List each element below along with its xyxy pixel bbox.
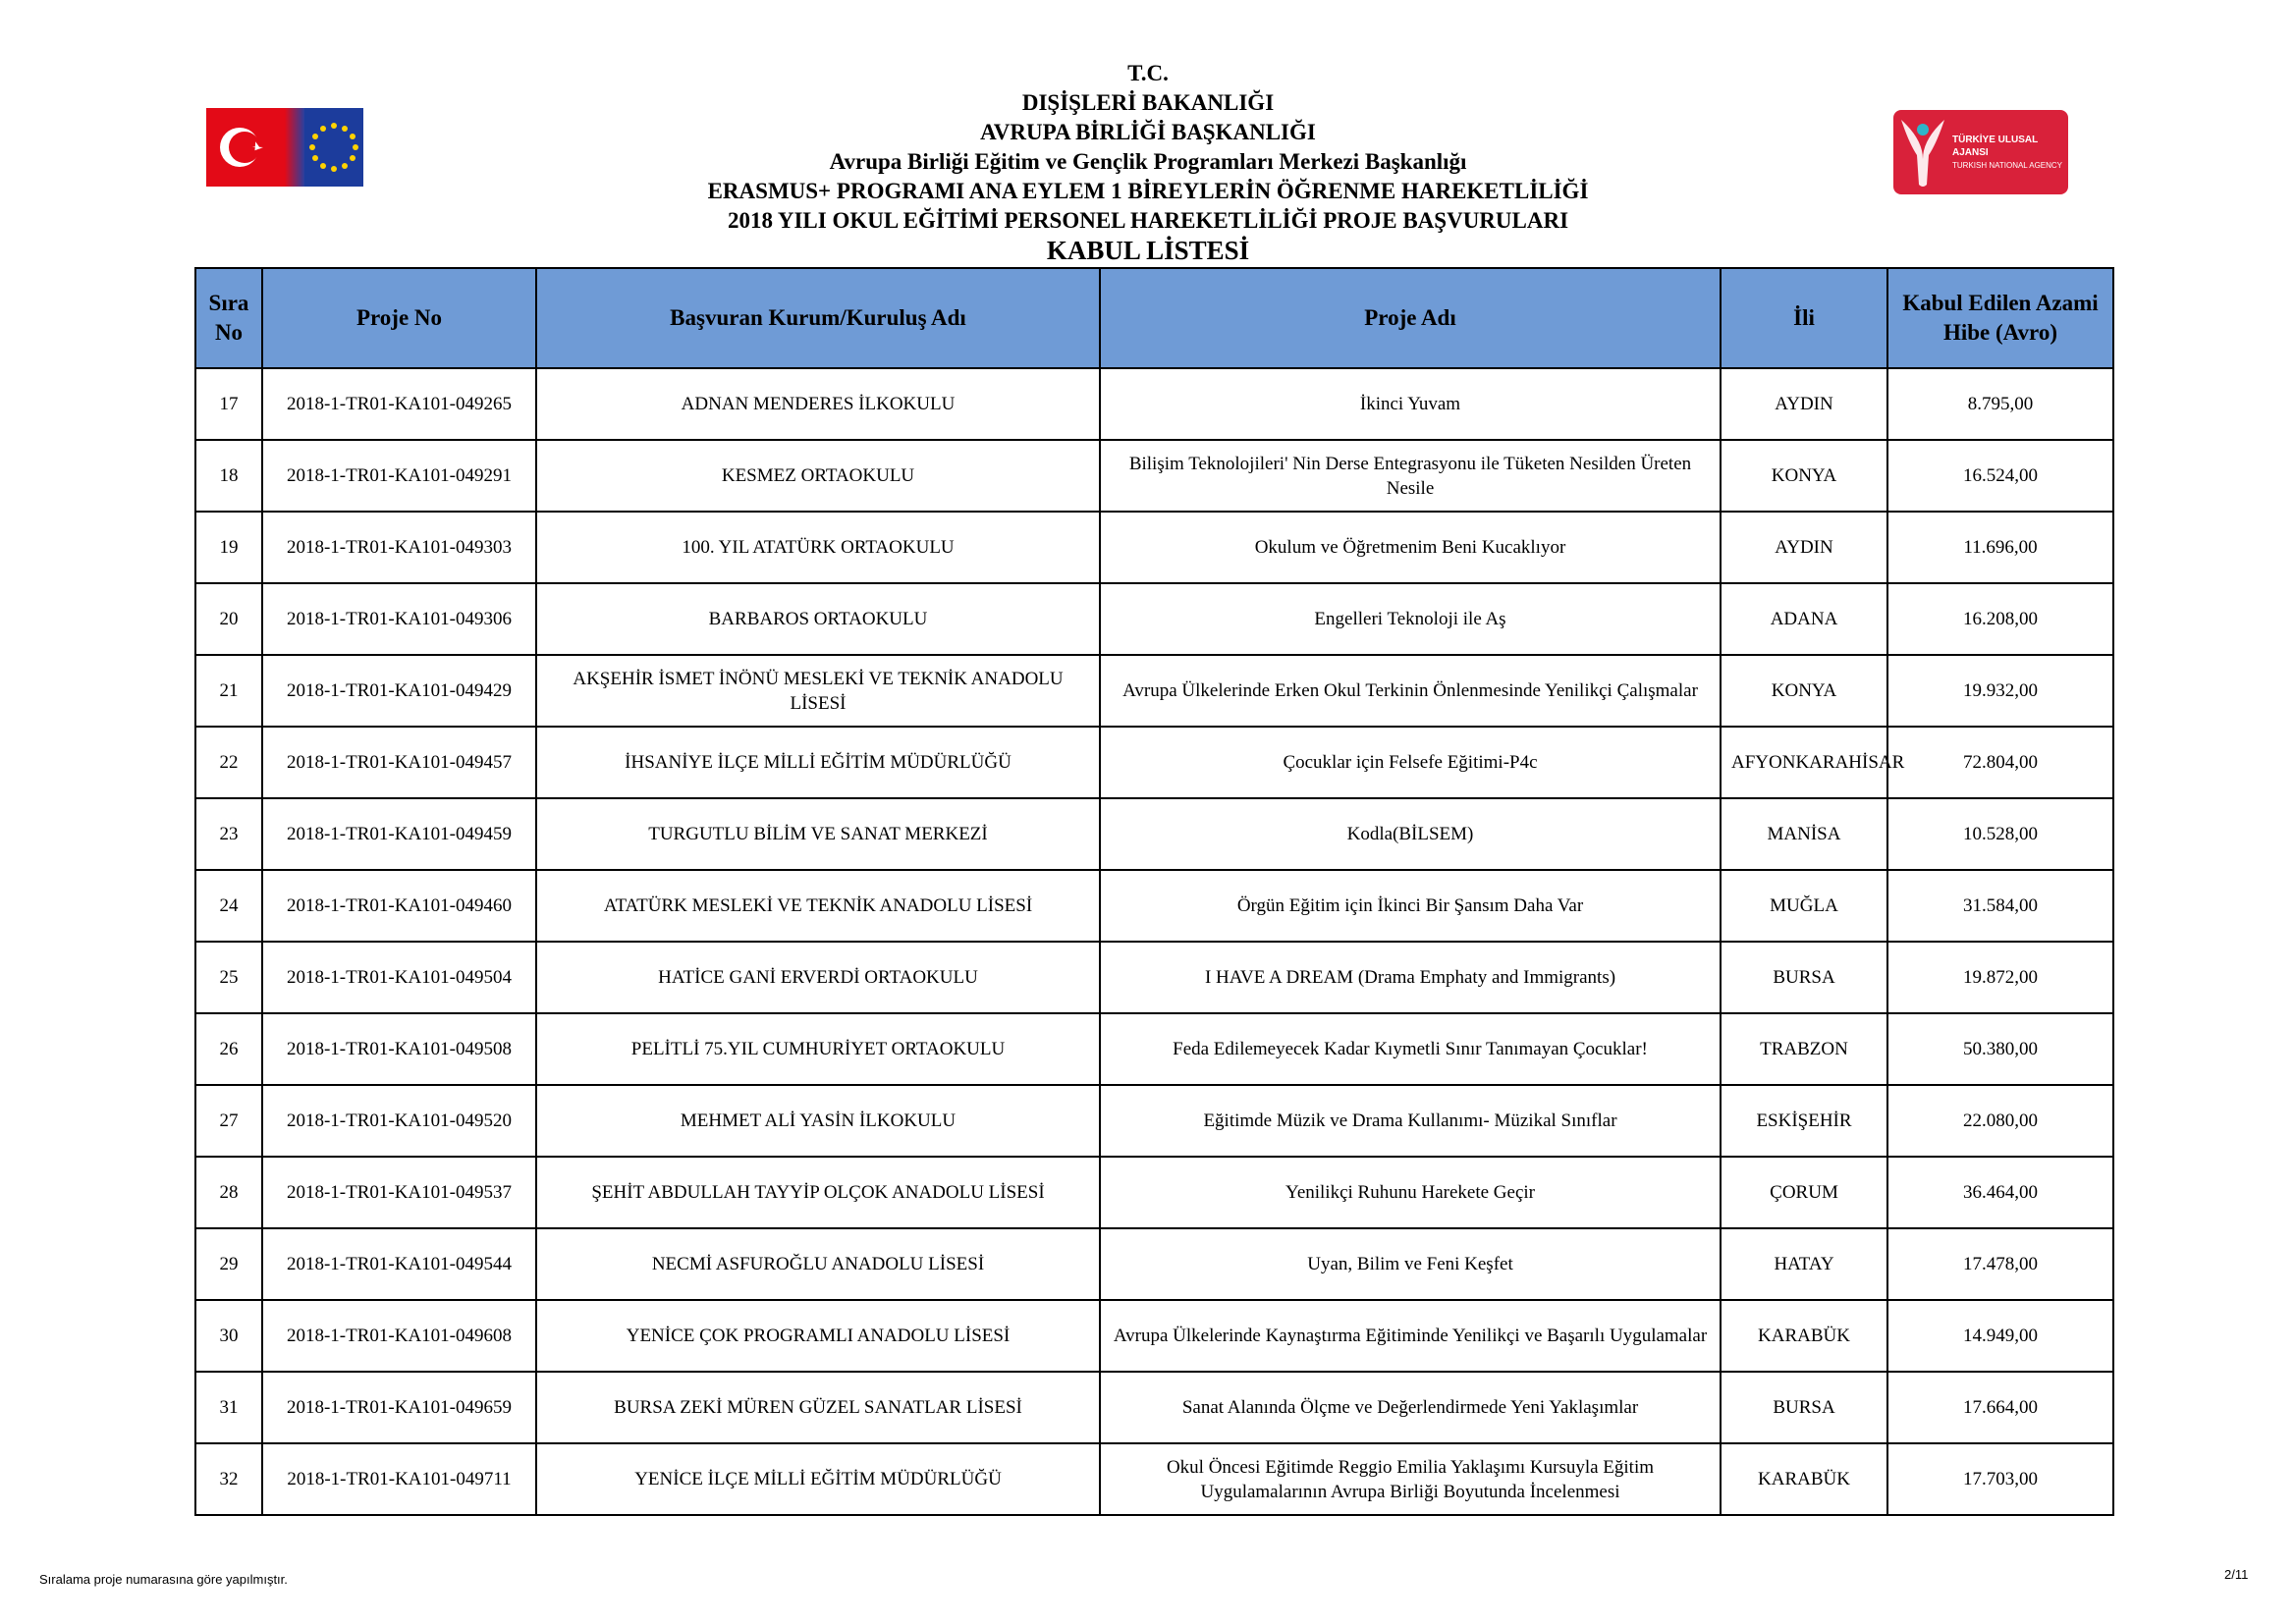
cell-hibe: 16.208,00 <box>1887 583 2113 655</box>
cell-proje-no: 2018-1-TR01-KA101-049291 <box>262 440 536 512</box>
cell-proje-adi: Engelleri Teknoloji ile Aş <box>1100 583 1721 655</box>
cell-proje-adi: I HAVE A DREAM (Drama Emphaty and Immigrants) <box>1100 942 1721 1013</box>
cell-kurum: MEHMET ALİ YASİN İLKOKULU <box>536 1085 1100 1157</box>
cell-proje-adi: İkinci Yuvam <box>1100 368 1721 440</box>
cell-proje-no: 2018-1-TR01-KA101-049306 <box>262 583 536 655</box>
cell-hibe: 11.696,00 <box>1887 512 2113 583</box>
footer-note: Sıralama proje numarasına göre yapılmıştır. <box>39 1572 288 1587</box>
cell-sira-no: 26 <box>195 1013 262 1085</box>
table-row <box>195 727 2113 798</box>
cell-sira-no: 31 <box>195 1372 262 1443</box>
eu-flag-icon <box>304 108 363 187</box>
cell-proje-no: 2018-1-TR01-KA101-049537 <box>262 1157 536 1228</box>
cell-hibe: 36.464,00 <box>1887 1157 2113 1228</box>
cell-kurum: TURGUTLU BİLİM VE SANAT MERKEZİ <box>536 798 1100 870</box>
cell-proje-no: 2018-1-TR01-KA101-049508 <box>262 1013 536 1085</box>
page-number: 2/11 <box>2224 1567 2249 1582</box>
cell-sira-no: 30 <box>195 1300 262 1372</box>
cell-hibe: 17.664,00 <box>1887 1372 2113 1443</box>
cell-hibe: 19.932,00 <box>1887 655 2113 727</box>
cell-proje-adi: Okulum ve Öğretmenim Beni Kucaklıyor <box>1100 512 1721 583</box>
header-line-ministry: DIŞİŞLERİ BAKANLIĞI <box>1021 90 1275 115</box>
table-row <box>195 1372 2113 1443</box>
cell-sira-no: 21 <box>195 655 262 727</box>
cell-hibe: 10.528,00 <box>1887 798 2113 870</box>
table-row <box>195 798 2113 870</box>
cell-sira-no: 32 <box>195 1443 262 1515</box>
column-header-ili: İli <box>1721 268 1887 368</box>
cell-ili: MANİSA <box>1721 798 1887 870</box>
turkey-eu-flag-logo <box>206 108 363 187</box>
cell-proje-adi: Avrupa Ülkelerinde Kaynaştırma Eğitiminde Yenilikçi ve Başarılı Uygulamalar <box>1100 1300 1721 1372</box>
table-row <box>195 655 2113 727</box>
cell-proje-no: 2018-1-TR01-KA101-049457 <box>262 727 536 798</box>
cell-proje-adi: Uyan, Bilim ve Feni Keşfet <box>1100 1228 1721 1300</box>
cell-proje-no: 2018-1-TR01-KA101-049659 <box>262 1372 536 1443</box>
header-line-presidency: AVRUPA BİRLİĞİ BAŞKANLIĞI <box>980 120 1316 144</box>
cell-proje-adi: Bilişim Teknolojileri' Nin Derse Entegrasyonu ile Tüketen Nesilden Üreten Nesile <box>1100 440 1721 512</box>
header-line-center: Avrupa Birliği Eğitim ve Gençlik Programları Merkezi Başkanlığı <box>829 149 1467 174</box>
cell-ili: BURSA <box>1721 942 1887 1013</box>
table-row <box>195 1085 2113 1157</box>
cell-kurum: 100. YIL ATATÜRK ORTAOKULU <box>536 512 1100 583</box>
cell-kurum: ADNAN MENDERES İLKOKULU <box>536 368 1100 440</box>
cell-ili: KARABÜK <box>1721 1443 1887 1515</box>
cell-kurum: YENİCE ÇOK PROGRAMLI ANADOLU LİSESİ <box>536 1300 1100 1372</box>
cell-proje-adi: Çocuklar için Felsefe Eğitimi-P4c <box>1100 727 1721 798</box>
cell-sira-no: 23 <box>195 798 262 870</box>
cell-sira-no: 17 <box>195 368 262 440</box>
cell-proje-no: 2018-1-TR01-KA101-049459 <box>262 798 536 870</box>
cell-hibe: 17.478,00 <box>1887 1228 2113 1300</box>
cell-proje-no: 2018-1-TR01-KA101-049429 <box>262 655 536 727</box>
table-row <box>195 870 2113 942</box>
cell-kurum: BARBAROS ORTAOKULU <box>536 583 1100 655</box>
table-row <box>195 583 2113 655</box>
table-row <box>195 1157 2113 1228</box>
cell-kurum: AKŞEHİR İSMET İNÖNÜ MESLEKİ VE TEKNİK ANADOLU LİSESİ <box>536 655 1100 727</box>
cell-sira-no: 20 <box>195 583 262 655</box>
column-header-kurum: Başvuran Kurum/Kuruluş Adı <box>536 268 1100 368</box>
cell-hibe: 19.872,00 <box>1887 942 2113 1013</box>
cell-proje-adi: Yenilikçi Ruhunu Harekete Geçir <box>1100 1157 1721 1228</box>
cell-ili: ÇORUM <box>1721 1157 1887 1228</box>
cell-ili: KARABÜK <box>1721 1300 1887 1372</box>
cell-hibe: 50.380,00 <box>1887 1013 2113 1085</box>
agency-name: TÜRKİYE ULUSAL AJANSI <box>1952 134 2039 158</box>
cell-sira-no: 28 <box>195 1157 262 1228</box>
column-header-proje-no: Proje No <box>262 268 536 368</box>
cell-sira-no: 18 <box>195 440 262 512</box>
cell-proje-no: 2018-1-TR01-KA101-049608 <box>262 1300 536 1372</box>
table-row <box>195 512 2113 583</box>
cell-hibe: 16.524,00 <box>1887 440 2113 512</box>
cell-proje-no: 2018-1-TR01-KA101-049711 <box>262 1443 536 1515</box>
cell-hibe: 17.703,00 <box>1887 1443 2113 1515</box>
cell-hibe: 8.795,00 <box>1887 368 2113 440</box>
cell-ili: HATAY <box>1721 1228 1887 1300</box>
cell-ili: KONYA <box>1721 655 1887 727</box>
ulusal-ajans-icon <box>1893 110 1952 194</box>
cell-ili: TRABZON <box>1721 1013 1887 1085</box>
cell-kurum: HATİCE GANİ ERVERDİ ORTAOKULU <box>536 942 1100 1013</box>
cell-ili: ADANA <box>1721 583 1887 655</box>
cell-ili: ESKİŞEHİR <box>1721 1085 1887 1157</box>
cell-ili: AYDIN <box>1721 512 1887 583</box>
cell-kurum: YENİCE İLÇE MİLLİ EĞİTİM MÜDÜRLÜĞÜ <box>536 1443 1100 1515</box>
header-line-program: ERASMUS+ PROGRAMI ANA EYLEM 1 BİREYLERİN ÖĞRENME HAREKETLİLİĞİ <box>707 179 1589 203</box>
cell-ili: BURSA <box>1721 1372 1887 1443</box>
cell-sira-no: 27 <box>195 1085 262 1157</box>
cell-kurum: ATATÜRK MESLEKİ VE TEKNİK ANADOLU LİSESİ <box>536 870 1100 942</box>
cell-proje-adi: Kodla(BİLSEM) <box>1100 798 1721 870</box>
cell-kurum: İHSANİYE İLÇE MİLLİ EĞİTİM MÜDÜRLÜĞÜ <box>536 727 1100 798</box>
cell-hibe: 22.080,00 <box>1887 1085 2113 1157</box>
column-header-proje-adi: Proje Adı <box>1100 268 1721 368</box>
cell-ili: AYDIN <box>1721 368 1887 440</box>
cell-ili: KONYA <box>1721 440 1887 512</box>
table-header-row <box>195 268 2113 368</box>
table-row <box>195 1443 2113 1515</box>
header-line-tc: T.C. <box>1127 61 1169 85</box>
column-header-hibe: Kabul Edilen Azami Hibe (Avro) <box>1887 268 2113 368</box>
cell-proje-adi: Feda Edilemeyecek Kadar Kıymetli Sınır Tanımayan Çocuklar! <box>1100 1013 1721 1085</box>
page-title: KABUL LİSTESİ <box>1046 236 1250 265</box>
header-line-applications: 2018 YILI OKUL EĞİTİMİ PERSONEL HAREKETLİLİĞİ PROJE BAŞVURULARI <box>727 208 1569 233</box>
ulusal-ajans-logo <box>1893 110 2068 194</box>
cell-proje-no: 2018-1-TR01-KA101-049520 <box>262 1085 536 1157</box>
turkish-flag-icon <box>206 108 285 187</box>
cell-proje-no: 2018-1-TR01-KA101-049460 <box>262 870 536 942</box>
cell-kurum: BURSA ZEKİ MÜREN GÜZEL SANATLAR LİSESİ <box>536 1372 1100 1443</box>
table-row <box>195 440 2113 512</box>
cell-hibe: 31.584,00 <box>1887 870 2113 942</box>
cell-proje-adi: Okul Öncesi Eğitimde Reggio Emilia Yaklaşımı Kursuyla Eğitim Uygulamalarının Avrupa Birliği Boyutunda İncelenmesi <box>1100 1443 1721 1515</box>
cell-sira-no: 19 <box>195 512 262 583</box>
cell-kurum: KESMEZ ORTAOKULU <box>536 440 1100 512</box>
table-row <box>195 1300 2113 1372</box>
cell-kurum: PELİTLİ 75.YIL CUMHURİYET ORTAOKULU <box>536 1013 1100 1085</box>
cell-sira-no: 25 <box>195 942 262 1013</box>
cell-proje-no: 2018-1-TR01-KA101-049544 <box>262 1228 536 1300</box>
table-row <box>195 942 2113 1013</box>
cell-proje-adi: Eğitimde Müzik ve Drama Kullanımı- Müzikal Sınıflar <box>1100 1085 1721 1157</box>
cell-proje-no: 2018-1-TR01-KA101-049265 <box>262 368 536 440</box>
cell-kurum: ŞEHİT ABDULLAH TAYYİP OLÇOK ANADOLU LİSESİ <box>536 1157 1100 1228</box>
cell-sira-no: 29 <box>195 1228 262 1300</box>
cell-kurum: NECMİ ASFUROĞLU ANADOLU LİSESİ <box>536 1228 1100 1300</box>
table-row <box>195 368 2113 440</box>
cell-ili: MUĞLA <box>1721 870 1887 942</box>
agency-subtitle: TURKISH NATIONAL AGENCY <box>1952 160 2063 170</box>
cell-ili: AFYONKARAHİSAR <box>1721 727 1887 798</box>
cell-proje-adi: Örgün Eğitim için İkinci Bir Şansım Daha Var <box>1100 870 1721 942</box>
cell-proje-no: 2018-1-TR01-KA101-049504 <box>262 942 536 1013</box>
cell-sira-no: 24 <box>195 870 262 942</box>
cell-proje-adi: Sanat Alanında Ölçme ve Değerlendirmede Yeni Yaklaşımlar <box>1100 1372 1721 1443</box>
table-row <box>195 1228 2113 1300</box>
column-header-sira-no: Sıra No <box>195 268 262 368</box>
table-body <box>195 368 2113 1515</box>
cell-hibe: 14.949,00 <box>1887 1300 2113 1372</box>
cell-proje-no: 2018-1-TR01-KA101-049303 <box>262 512 536 583</box>
cell-hibe: 72.804,00 <box>1887 727 2113 798</box>
cell-proje-adi: Avrupa Ülkelerinde Erken Okul Terkinin Önlenmesinde Yenilikçi Çalışmalar <box>1100 655 1721 727</box>
accepted-projects-table <box>194 267 2114 1516</box>
cell-sira-no: 22 <box>195 727 262 798</box>
table-row <box>195 1013 2113 1085</box>
